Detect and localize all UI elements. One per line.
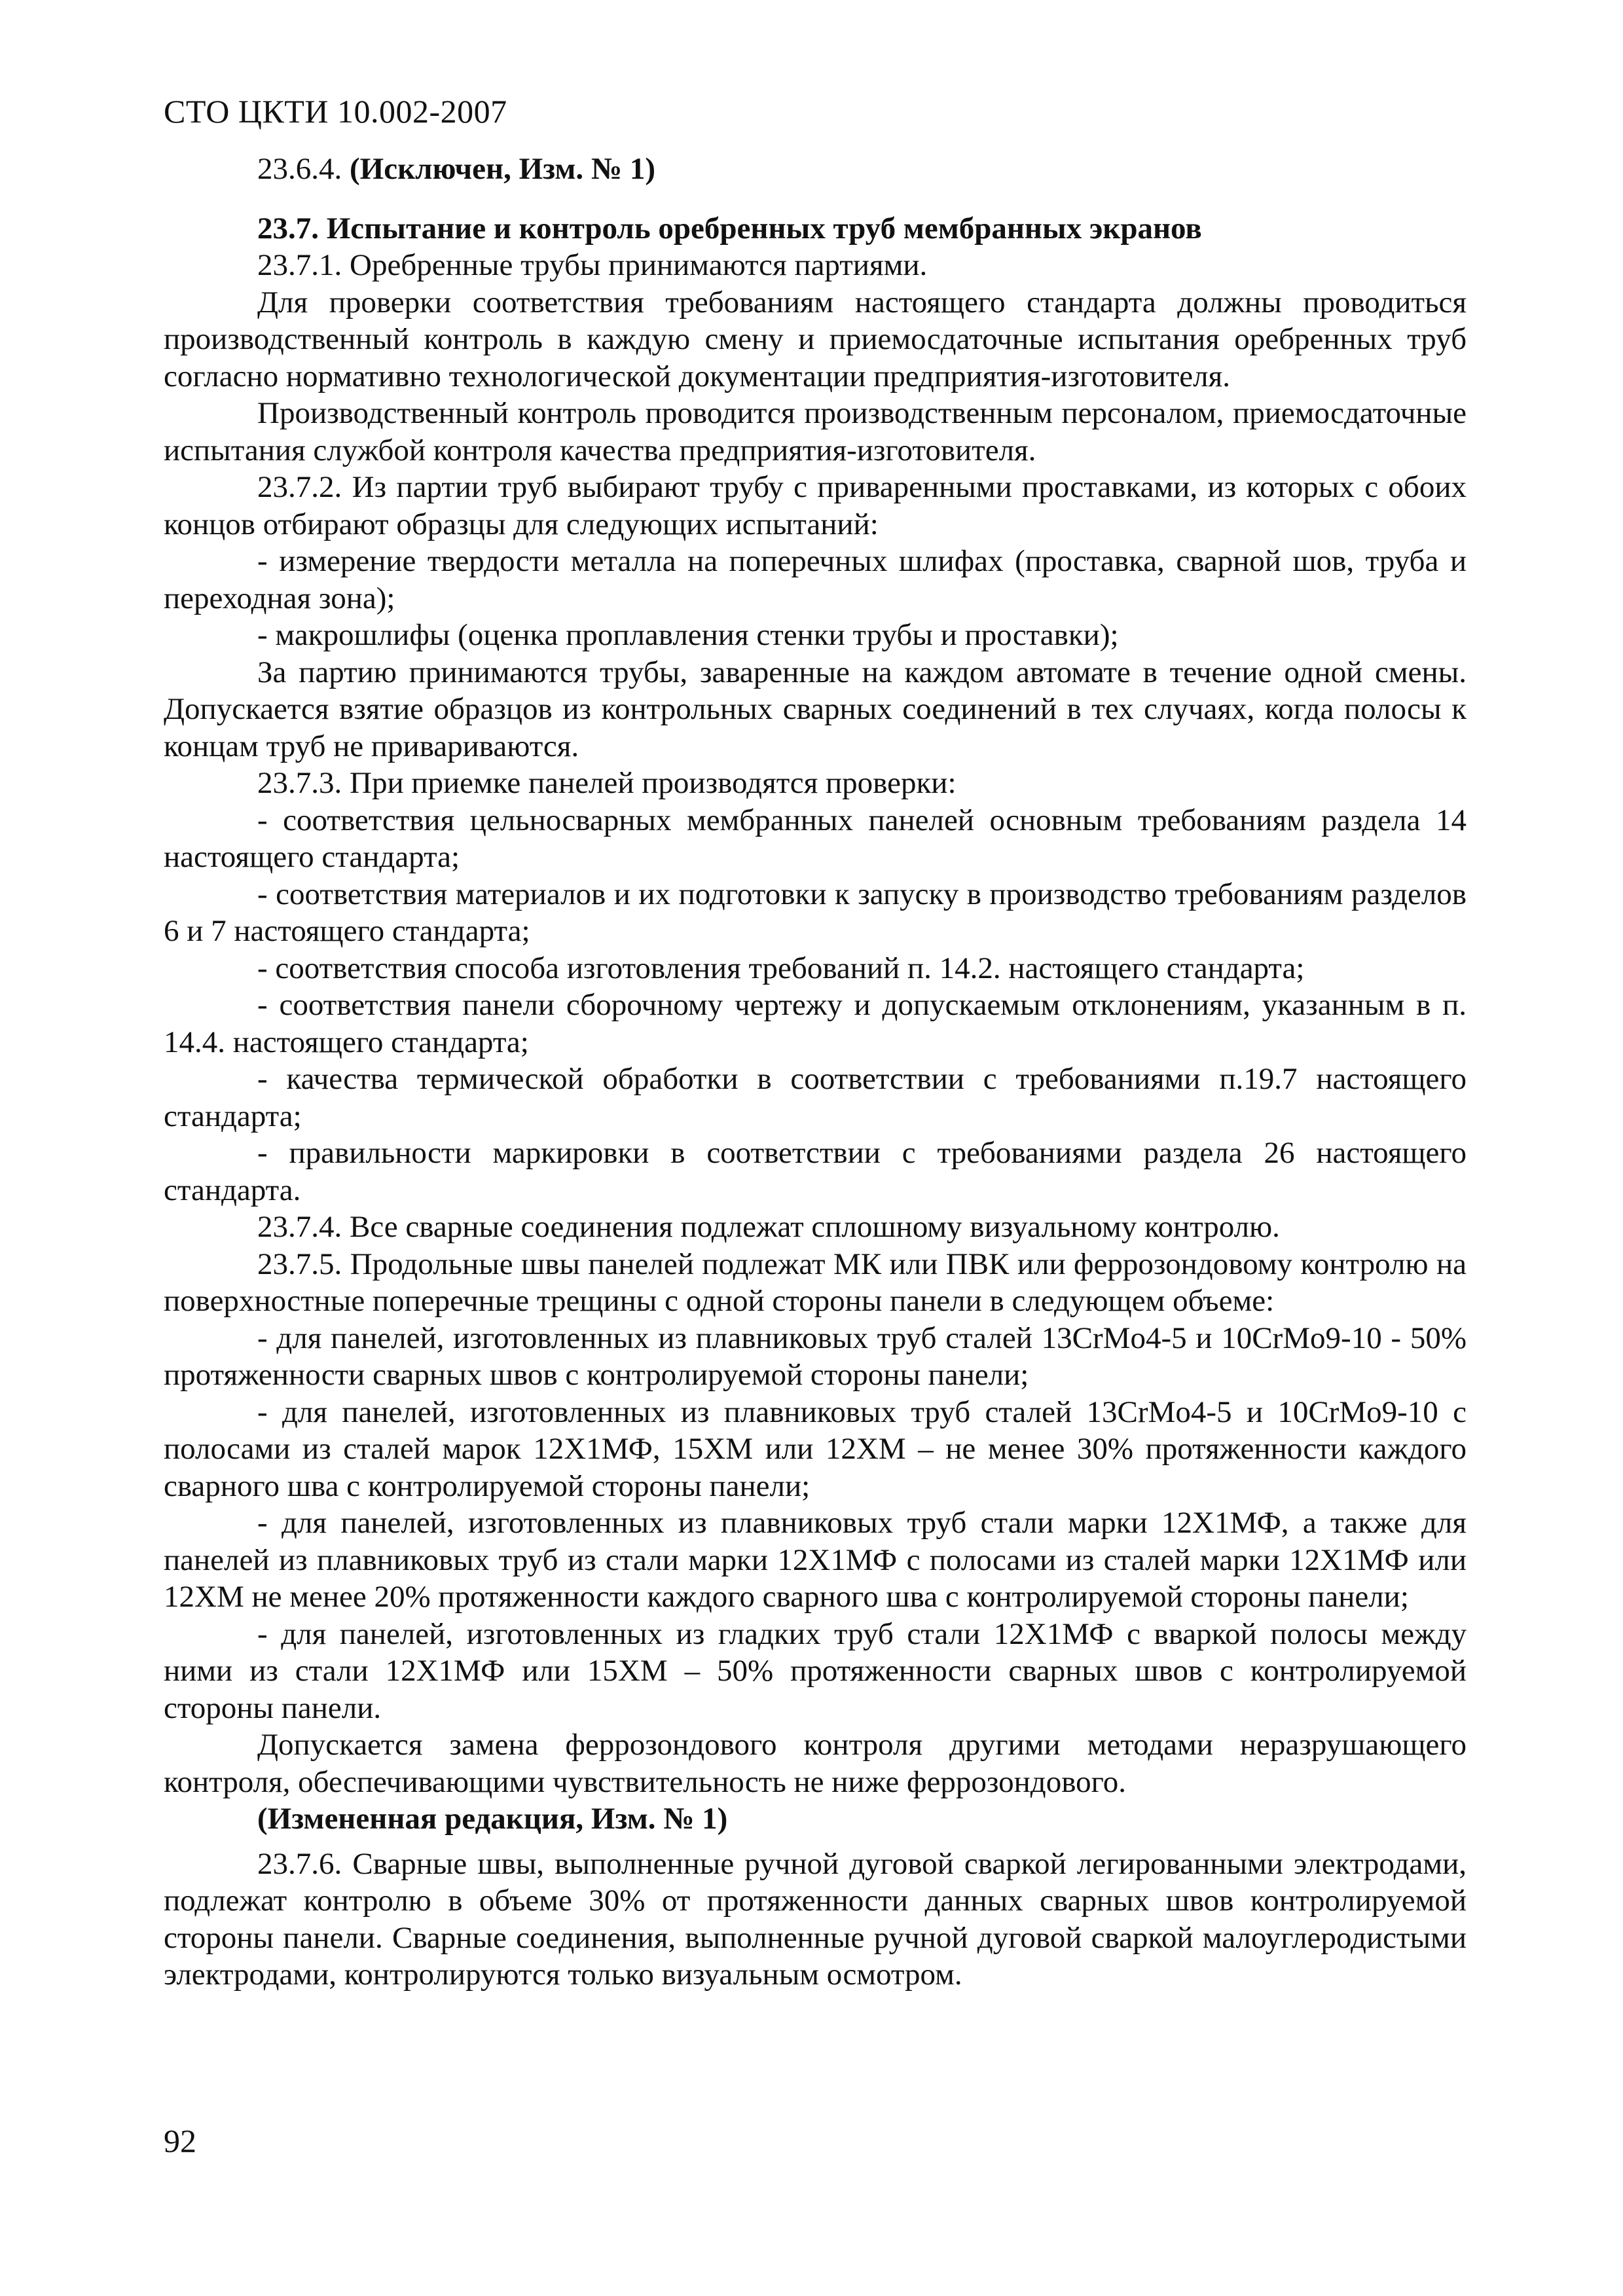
list-item: - качества термической обработки в соответствии с требованиями п.19.7 настоящего стандарта; bbox=[164, 1062, 1467, 1133]
paragraph: 23.7.1. Оребренные трубы принимаются партиями. bbox=[257, 248, 928, 282]
list-item: - правильности маркировки в соответствии с требованиями раздела 26 настоящего стандарта. bbox=[164, 1136, 1467, 1207]
paragraph: За партию принимаются трубы, заваренные на каждом автомате в течение одной смены. Допускается взятие образцов из контрольных сварных соединений в тех случаях, когда полосы к концам труб не привариваются. bbox=[164, 655, 1467, 763]
list-item: - для панелей, изготовленных из плавниковых труб сталей 13CrMo4-5 и 10CrMo9-10 - 50% протяженности сварных швов с контролируемой стороны панели; bbox=[164, 1321, 1467, 1392]
document-code-header: СТО ЦКТИ 10.002-2007 bbox=[164, 93, 507, 130]
section-heading-23-7: 23.7. Испытание и контроль оребренных труб мембранных экранов bbox=[257, 211, 1202, 246]
list-item: - соответствия материалов и их подготовки к запуску в производство требованиям разделов 6 и 7 настоящего стандарта; bbox=[164, 877, 1467, 948]
paragraph: Допускается замена феррозондового контроля другими методами неразрушающего контроля, обеспечивающими чувствительность не ниже феррозондового. bbox=[164, 1728, 1467, 1799]
paragraph: 23.7.4. Все сварные соединения подлежат сплошному визуальному контролю. bbox=[257, 1210, 1280, 1244]
clause-23-6-4 bbox=[164, 151, 1467, 188]
list-item: - соответствия панели сборочному чертежу и допускаемым отклонениям, указанным в п. 14.4. настоящего стандарта; bbox=[164, 988, 1467, 1059]
paragraph: Для проверки соответствия требованиям настоящего стандарта должны проводиться производственный контроль в каждую смену и приемосдаточные испытания оребренных труб согласно нормативно технологической документации предприятия-изготовителя. bbox=[164, 285, 1467, 393]
paragraph: 23.7.2. Из партии труб выбирают трубу с приваренными проставками, из которых с обоих концов отбирают образцы для следующих испытаний: bbox=[164, 470, 1467, 541]
clause-number: 23.6.4. bbox=[257, 152, 350, 186]
page-number: 92 bbox=[164, 2123, 196, 2159]
document-body bbox=[164, 151, 1467, 1994]
paragraph: Производственный контроль проводится производственным персоналом, приемосдаточные испытания службой контроля качества предприятия-изготовителя. bbox=[164, 396, 1467, 467]
paragraph: 23.7.6. Сварные швы, выполненные ручной дуговой сваркой легированными электродами, подлежат контролю в объеме 30% от протяженности данных сварных швов контролируемой стороны панели. Сварные соединения, выполненные ручной дуговой сваркой малоуглеродистыми электродами, контролируются только визуальным осмотром. bbox=[164, 1846, 1467, 1992]
list-item: - соответствия цельносварных мембранных панелей основным требованиям раздела 14 настоящего стандарта; bbox=[164, 803, 1467, 874]
list-item: - измерение твердости металла на поперечных шлифах (проставка, сварной шов, труба и переходная зона); bbox=[164, 544, 1467, 615]
list-item: - для панелей, изготовленных из плавниковых труб стали марки 12Х1МФ, а также для панелей из плавниковых труб из стали марки 12Х1МФ с полосами из сталей марки 12Х1МФ или 12ХМ не менее 20% протяженности каждого сварного шва с контролируемой стороны панели; bbox=[164, 1506, 1467, 1614]
list-item: - для панелей, изготовленных из гладких труб стали 12Х1МФ с вваркой полосы между ними из стали 12Х1МФ или 15ХМ – 50% протяженности сварных швов с контролируемой стороны панели. bbox=[164, 1616, 1467, 1725]
paragraph: 23.7.3. При приемке панелей производятся проверки: bbox=[257, 766, 957, 800]
list-item: - соответствия способа изготовления требований п. 14.2. настоящего стандарта; bbox=[257, 951, 1305, 985]
excluded-note: (Исключен, Изм. № 1) bbox=[350, 152, 656, 186]
list-item: - макрошлифы (оценка проплавления стенки трубы и проставки); bbox=[257, 618, 1119, 652]
paragraph: 23.7.5. Продольные швы панелей подлежат МК или ПВК или феррозондовому контролю на поверхностные поперечные трещины с одной стороны панели в следующем объеме: bbox=[164, 1247, 1467, 1318]
list-item: - для панелей, изготовленных из плавниковых труб сталей 13CrMo4-5 и 10CrMo9-10 с полосами из сталей марок 12Х1МФ, 15ХМ или 12ХМ – не менее 30% протяженности каждого сварного шва с контролируемой стороны панели; bbox=[164, 1394, 1467, 1503]
amendment-note: (Измененная редакция, Изм. № 1) bbox=[257, 1802, 728, 1836]
